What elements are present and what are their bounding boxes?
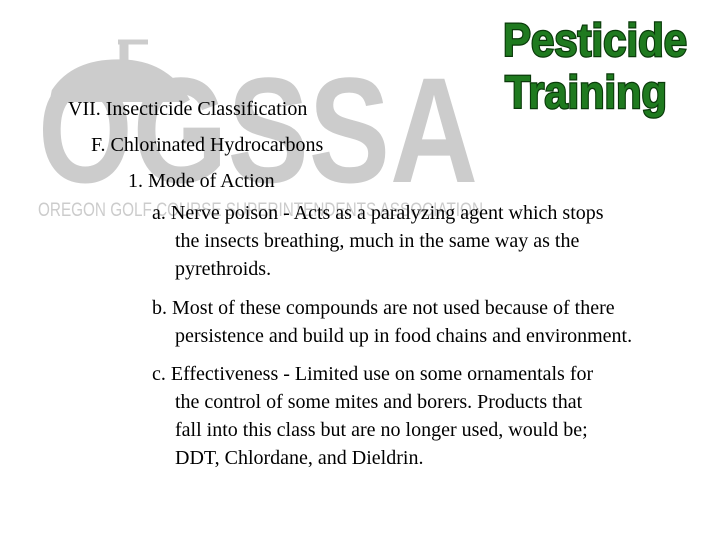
item-c-line-4: DDT, Chlordane, and Dieldrin.	[175, 447, 424, 469]
item-b-line-2: persistence and build up in food chains and environment.	[175, 325, 633, 347]
outline-item-c	[152, 360, 593, 472]
item-b-line-1: b. Most of these compounds are not used because of there	[152, 297, 615, 319]
item-c-line-2: the control of some mites and borers. Products that	[175, 391, 583, 413]
outline-level-2-heading: F. Chlorinated Hydrocarbons	[91, 134, 324, 156]
item-a-line-3: pyrethroids.	[175, 258, 272, 280]
outline-item-b	[152, 294, 720, 350]
outline-level-1-heading: VII. Insecticide Classification	[68, 98, 308, 120]
headline-line-1: Pesticide	[503, 14, 687, 66]
item-c-line-1: c. Effectiveness - Limited use on some ornamentals for	[152, 363, 594, 385]
headline-line-2: Training	[505, 66, 667, 118]
watermark-org-text: OREGON GOLF COURSE SUPERINTENDENTS ASSOCIATION	[38, 200, 483, 221]
outline-level-3-heading: 1. Mode of Action	[128, 170, 275, 192]
pesticide-training-headline	[490, 8, 700, 120]
outline-item-a	[152, 199, 604, 283]
item-c-line-3: fall into this class but are no longer used, would be;	[175, 419, 588, 441]
item-a-line-1: a. Nerve poison - Acts as a paralyzing agent which stops	[152, 202, 604, 224]
watermark-logo-text: OGSSA	[38, 46, 478, 214]
item-a-line-2: the insects breathing, much in the same way as the	[175, 230, 580, 252]
